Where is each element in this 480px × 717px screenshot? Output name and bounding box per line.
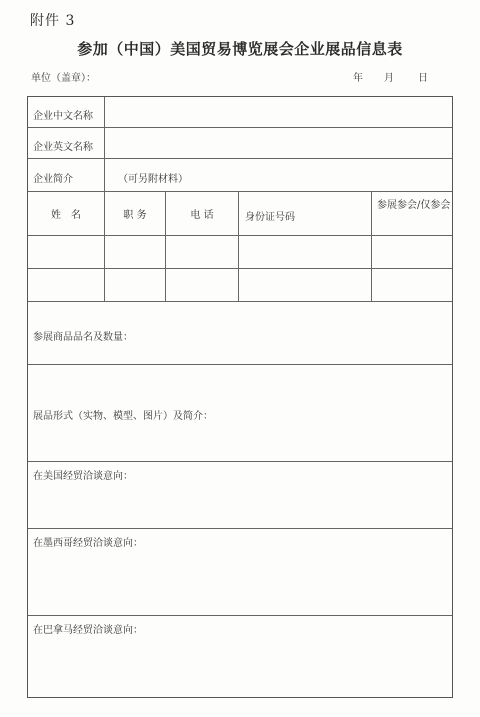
company-en-name-field[interactable] (105, 128, 452, 158)
products-label: 参展商品品名及数量： (33, 332, 133, 343)
row-company-en-name (28, 128, 452, 159)
company-intro-label: 企业简介 (33, 174, 73, 185)
col-position-label: 职 务 (123, 210, 147, 221)
year-label: 年 (353, 73, 363, 84)
personnel-position-field[interactable] (105, 236, 166, 268)
personnel-id-field[interactable] (239, 269, 372, 301)
info-form-table (27, 96, 453, 698)
row-usa-intent[interactable] (28, 462, 452, 529)
company-intro-label-cell (28, 159, 105, 191)
personnel-row (28, 236, 452, 269)
company-intro-field[interactable] (105, 159, 452, 191)
company-cn-name-label: 企业中文名称 (33, 111, 93, 122)
col-phone-header (166, 192, 239, 235)
col-phone-label: 电 话 (190, 210, 214, 221)
page-title: 参加（中国）美国贸易博览展会企业展品信息表 (77, 40, 403, 58)
col-position-header (105, 192, 166, 235)
company-cn-name-field[interactable] (105, 97, 452, 127)
col-attendance-label: 参展参会/仅参会 (377, 200, 451, 211)
row-company-cn-name (28, 97, 452, 128)
personnel-phone-field[interactable] (166, 236, 239, 268)
col-id-label: 身份证号码 (245, 212, 295, 223)
row-exhibit-form[interactable] (28, 365, 452, 462)
col-name-label: 姓 名 (51, 210, 81, 221)
row-products[interactable] (28, 302, 452, 365)
month-label: 月 (384, 73, 394, 84)
personnel-name-field[interactable] (28, 269, 105, 301)
company-en-name-label-cell (28, 128, 105, 158)
personnel-phone-field[interactable] (166, 269, 239, 301)
panama-intent-label: 在巴拿马经贸洽谈意向： (33, 625, 143, 636)
row-panama-intent[interactable] (28, 616, 452, 697)
attachment-label: 附件 3 (30, 13, 76, 29)
company-cn-name-label-cell (28, 97, 105, 127)
usa-intent-label: 在美国经贸洽谈意向： (33, 471, 133, 482)
personnel-position-field[interactable] (105, 269, 166, 301)
col-id-header (239, 192, 372, 235)
personnel-row (28, 269, 452, 302)
col-attendance-header (372, 192, 452, 235)
company-intro-note: （可另附材料） (118, 174, 188, 185)
row-mexico-intent[interactable] (28, 529, 452, 616)
day-label: 日 (418, 73, 428, 84)
personnel-attendance-field[interactable] (372, 236, 452, 268)
exhibit-form-label: 展品形式（实物、模型、图片）及简介： (33, 411, 213, 422)
mexico-intent-label: 在墨西哥经贸洽谈意向： (33, 538, 143, 549)
unit-seal-label: 单位（盖章）： (31, 73, 96, 84)
row-company-intro (28, 159, 452, 192)
col-name-header (28, 192, 105, 235)
personnel-name-field[interactable] (28, 236, 105, 268)
company-en-name-label: 企业英文名称 (33, 142, 93, 153)
row-personnel-header (28, 192, 452, 236)
personnel-attendance-field[interactable] (372, 269, 452, 301)
personnel-id-field[interactable] (239, 236, 372, 268)
